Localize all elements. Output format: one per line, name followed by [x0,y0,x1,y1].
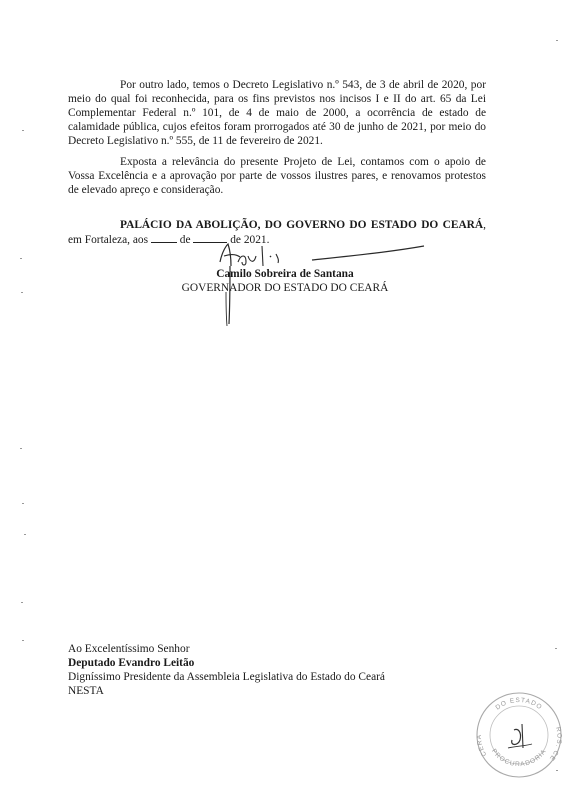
scan-speck [22,503,24,504]
palace-name: PALÁCIO DA ABOLIÇÃO, DO GOVERNO DO ESTADO DO CEARÁ [120,219,484,231]
scan-speck [22,130,24,131]
seal-text-top: DO ESTADO [494,696,544,712]
scan-speck [20,258,22,259]
day-blank [151,232,177,243]
paragraph-decreto: Por outro lado, temos o Decreto Legislativo n.º 543, de 3 de abril de 2020, por meio do qual foi reconhecida, para os fins previstos nos incisos I e II do art. 65 da Lei Complementar Federal n.º 101, de 4 de maio de 2000, a ocorrência de estado de calamidade pública, cujos efeitos foram prorrogados até 30 de junho de 2021, por meio do Decreto Legislativo n.º 555, de 11 de fevereiro de 2021. [68,79,486,147]
scan-speck [22,640,24,641]
date-de-1: de [179,234,191,246]
official-seal-stamp [474,690,564,780]
scan-speck [24,534,26,535]
signatory-title: GOVERNADOR DO ESTADO DO CEARÁ [181,282,389,294]
scan-speck [556,40,558,41]
paragraph-exposta: Exposta a relevância do presente Projeto de Lei, contamos com o apoio de Vossa Excelência e a aprovação por parte de vossos ilustres pares, e renovamos protestos de elevado apreço e consideração. [68,156,486,196]
seal-text-right: ROS. CE [547,726,563,763]
scan-speck [555,648,557,649]
seal-text-bottom: PROCURADORIA [489,747,549,769]
paragraph-palacio [68,218,486,247]
svg-text:DO ESTADO [494,697,543,712]
addressee-role: Digníssimo Presidente da Assembleia Legislativa do Estado do Ceará [68,671,385,683]
scan-speck [21,602,23,603]
addressee-location: NESTA [68,685,104,697]
scan-speck [20,448,22,449]
scan-speck [556,770,558,771]
date-de-2: de 2021. [230,234,270,246]
seal-text-left: CERA [476,733,489,758]
signatory-name: Camilo Sobreira de Santana [216,268,354,280]
place-city: , em Fortaleza, aos [68,219,486,246]
addressee-block [68,642,385,698]
month-blank [193,232,227,243]
svg-text:PROCURADORIA [490,748,548,768]
addressee-name: Deputado Evandro Leitão [68,657,195,669]
addressee-salutation: Ao Excelentíssimo Senhor [68,643,190,655]
signature-block [170,267,400,295]
scan-speck [21,292,23,293]
